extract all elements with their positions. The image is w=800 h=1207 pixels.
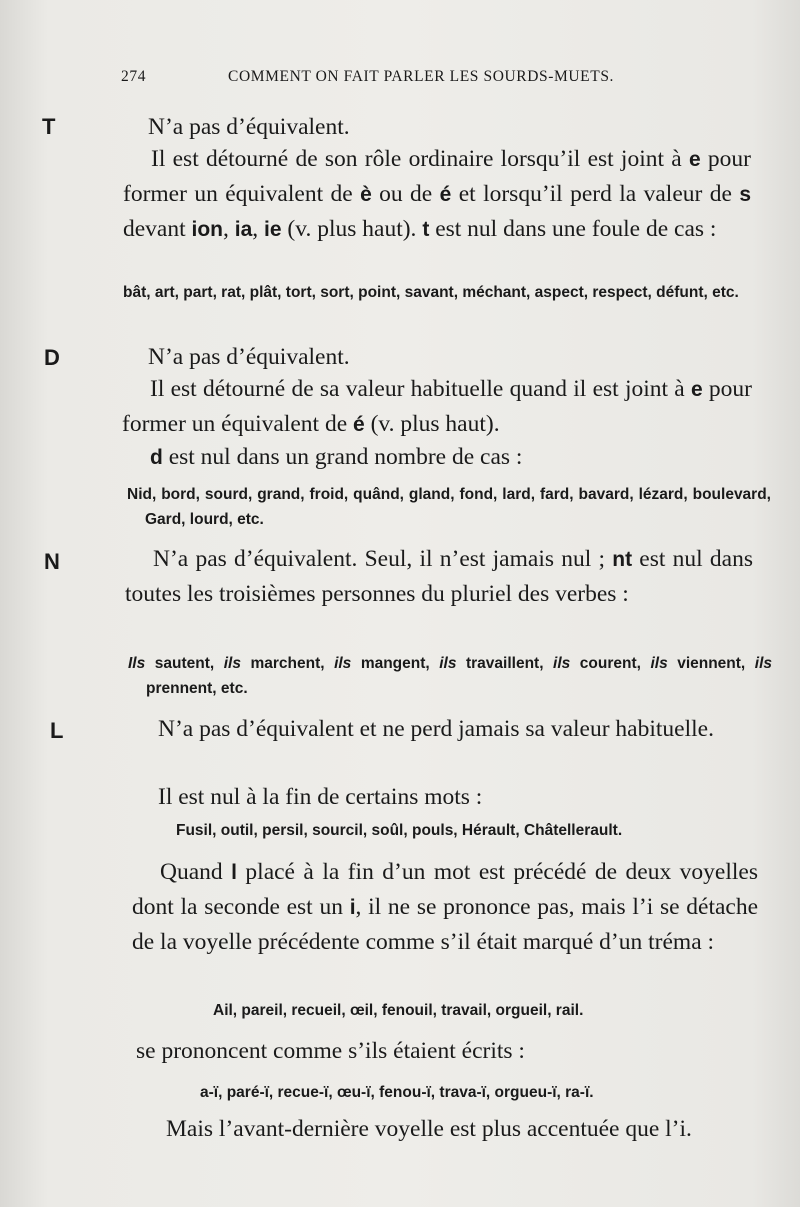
section-letter-t: T — [42, 114, 56, 139]
t-examples: bât, art, part, rat, plât, tort, sort, point, savant, méchant, aspect, respect, défunt, etc. — [123, 284, 739, 301]
section-letter-n: N — [44, 549, 60, 574]
d-examples: Nid, bord, sourd, grand, froid, quând, gland, fond, lard, fard, bavard, lézard, boulevard, Gard, lourd, etc. — [127, 486, 771, 528]
d-paragraph-3: d est nul dans un grand nombre de cas : — [150, 444, 523, 470]
l-examples-1: Fusil, outil, persil, sourcil, soûl, pouls, Hérault, Châtellerault. — [176, 822, 623, 839]
n-examples: Ils sautent, ils marchent, ils mangent, ils travaillent, ils courent, ils viennent, ils prennent, etc. — [128, 655, 772, 697]
d-paragraph-2: Il est détourné de sa valeur habituelle quand il est joint à e pour former un équivalent de é (v. plus haut). — [122, 376, 753, 437]
t-paragraph-2: Il est détourné de son rôle ordinaire lorsqu’il est joint à e pour former un équivalent de è ou de é et lorsqu’il perd la valeur de s devant ion, ia, ie (v. plus haut). t est nul dans une foule de cas : — [123, 146, 751, 242]
l-paragraph-3: Quand l placé à la fin d’un mot est précédé de deux voyelles dont la seconde est un i, il ne se prononce pas, mais l’i se détache de la voyelle précédente comme s’il était marqué d’un tréma : — [132, 859, 759, 955]
l-paragraph-5: Mais l’avant-dernière voyelle est plus accentuée que l’i. — [166, 1116, 692, 1142]
section-letter-d: D — [44, 345, 60, 370]
l-examples-3: a-ï, paré-ï, recue-ï, œu-ï, fenou-ï, trava-ï, orgueu-ï, ra-ï. — [200, 1084, 594, 1101]
l-paragraph-1: N’a pas d’équivalent et ne perd jamais sa valeur habituelle. — [158, 716, 714, 742]
l-paragraph-2: Il est nul à la fin de certains mots : — [158, 784, 483, 810]
section-letter-l: L — [50, 718, 64, 743]
l-examples-2: Ail, pareil, recueil, œil, fenouil, travail, orgueil, rail. — [213, 1002, 584, 1019]
page-number: 274 — [121, 68, 147, 85]
n-paragraph-1: N’a pas d’équivalent. Seul, il n’est jamais nul ; nt est nul dans toutes les troisièmes personnes du pluriel des verbes : — [125, 546, 753, 607]
running-title: COMMENT ON FAIT PARLER LES SOURDS-MUETS. — [228, 68, 615, 85]
l-paragraph-4: se prononcent comme s’ils étaient écrits : — [136, 1038, 525, 1064]
t-paragraph-1: N’a pas d’équivalent. — [148, 114, 350, 140]
d-paragraph-1: N’a pas d’équivalent. — [148, 344, 350, 370]
